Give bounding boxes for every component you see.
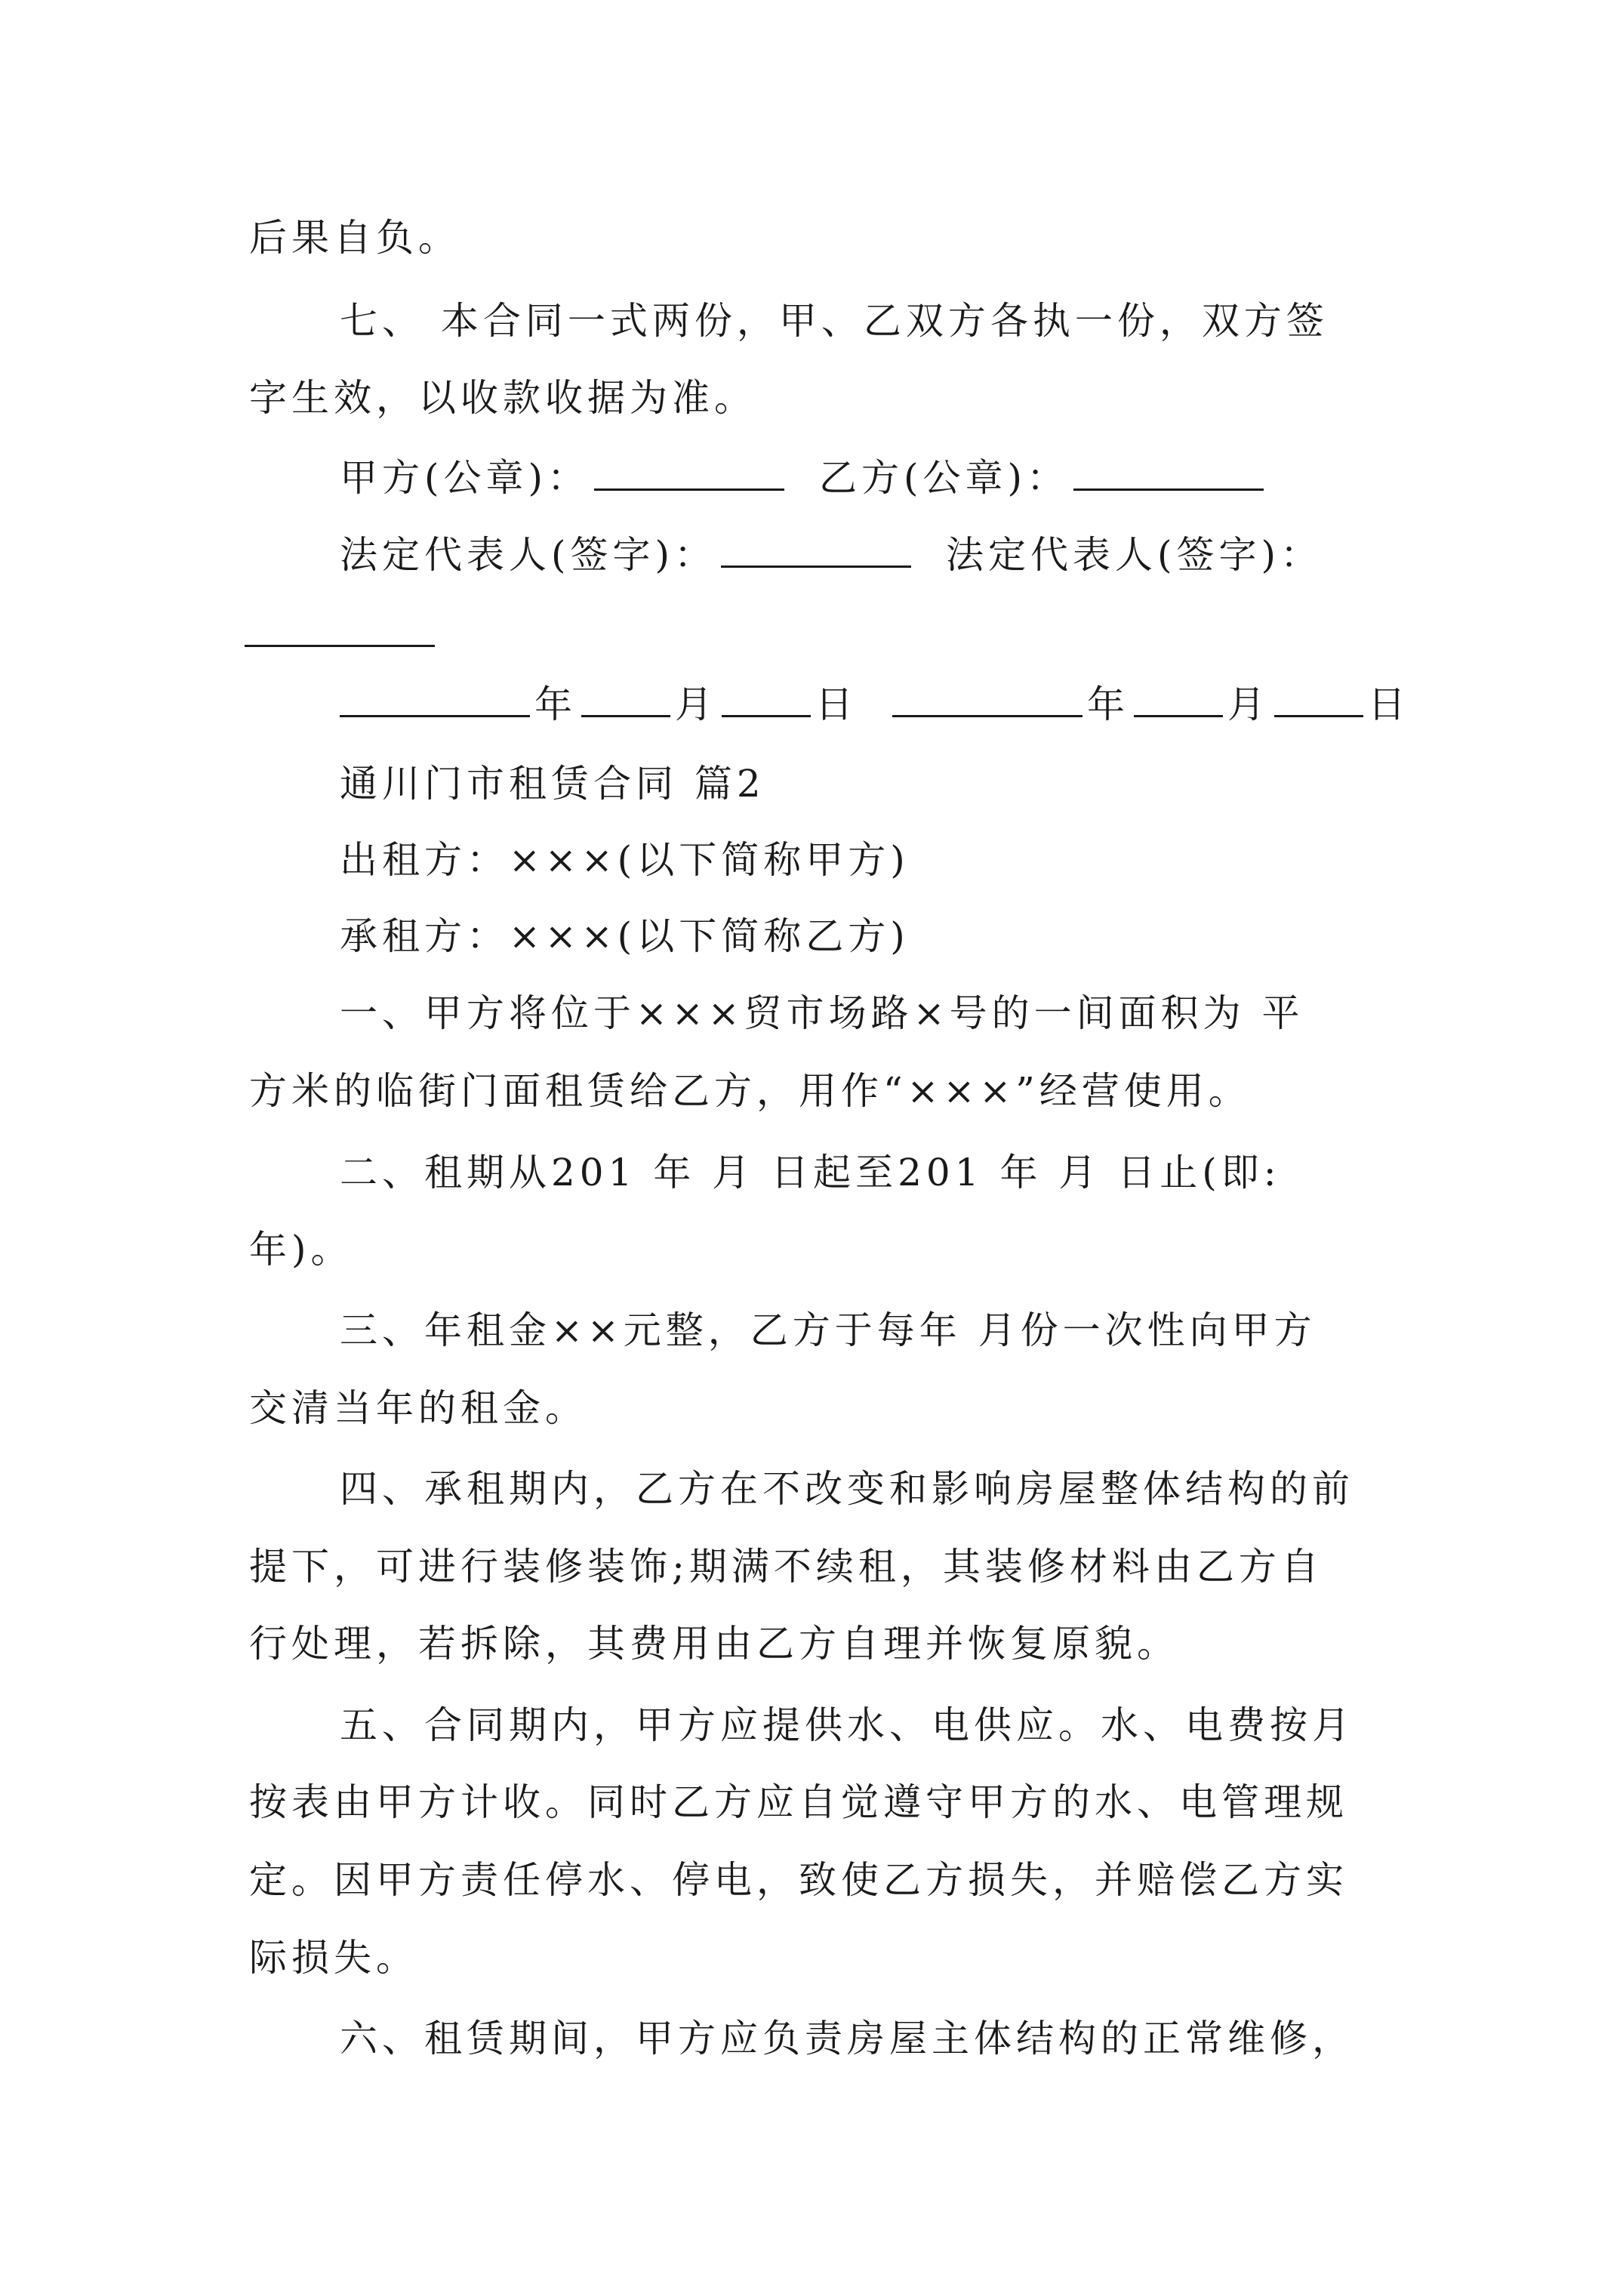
day-blank-b [1274, 682, 1363, 717]
year-blank-a [340, 682, 530, 717]
day-blank-a [722, 682, 811, 717]
month-label-b: 月 [1227, 683, 1270, 726]
clause-4-cont: 提下，可进行装修装饰;期满不续租，其装修材料由乙方自 [249, 1545, 1323, 1589]
clause-2: 二、租期从201 年 月 日起至201 年 月 日止(即: [340, 1151, 1281, 1194]
party-a-seal-blank [594, 455, 784, 491]
lessor-line: 出租方：×××(以下简称甲方) [340, 838, 910, 882]
clause-5-cont: 按表由甲方计收。同时乙方应自觉遵守甲方的水、电管理规 [249, 1780, 1348, 1824]
month-label-a: 月 [675, 683, 717, 726]
signature-line-seal [340, 455, 1268, 501]
clause-1: 一、甲方将位于×××贸市场路×号的一间面积为 平 [340, 991, 1304, 1035]
clause-3-cont: 交清当年的租金。 [249, 1386, 587, 1430]
party-b-seal-label: 乙方(公章)： [819, 456, 1070, 500]
party-a-representative-label: 法定代表人(签字)： [340, 533, 717, 577]
year-label-a: 年 [534, 683, 577, 726]
party-a-representative-blank [721, 532, 911, 568]
date-line [335, 682, 1410, 727]
text-line: 字生效，以收款收据为准。 [249, 376, 756, 420]
clause-5-cont: 定。因甲方责任停水、停电，致使乙方损失，并赔偿乙方实 [249, 1858, 1348, 1902]
clause-4-cont: 行处理，若拆除，其费用由乙方自理并恢复原貌。 [249, 1622, 1179, 1666]
party-a-seal-label: 甲方(公章)： [340, 456, 590, 500]
section-title: 通川门市租赁合同 篇2 [340, 762, 765, 806]
clause-4: 四、承租期内，乙方在不改变和影响房屋整体结构的前 [340, 1467, 1354, 1511]
year-label-b: 年 [1087, 683, 1129, 726]
clause-6: 六、租赁期间，甲方应负责房屋主体结构的正常维修， [340, 2017, 1354, 2060]
month-blank-b [1134, 682, 1223, 717]
lessee-line: 承租方：×××(以下简称乙方) [340, 914, 910, 958]
day-label-b: 日 [1368, 683, 1410, 726]
party-b-representative-blank [245, 612, 435, 647]
text-line: 七、 本合同一式两份，甲、乙双方各执一份，双方签 [340, 299, 1329, 343]
day-label-a: 日 [815, 683, 858, 726]
clause-5-cont: 际损失。 [249, 1936, 418, 1980]
signature-line-representative [340, 532, 1323, 578]
clause-3: 三、年租金××元整，乙方于每年 月份一次性向甲方 [340, 1308, 1317, 1352]
clause-2-cont: 年)。 [249, 1228, 353, 1271]
party-b-representative-label: 法定代表人(签字)： [946, 533, 1323, 577]
month-blank-a [581, 682, 670, 717]
clause-5: 五、合同期内，甲方应提供水、电供应。水、电费按月 [340, 1703, 1354, 1747]
text-line: 后果自负。 [249, 216, 460, 260]
signature-continuation-line [245, 612, 439, 657]
party-b-seal-blank [1073, 455, 1264, 491]
year-blank-b [892, 682, 1083, 717]
clause-1-cont: 方米的临街门面租赁给乙方，用作“×××”经营使用。 [249, 1069, 1251, 1113]
